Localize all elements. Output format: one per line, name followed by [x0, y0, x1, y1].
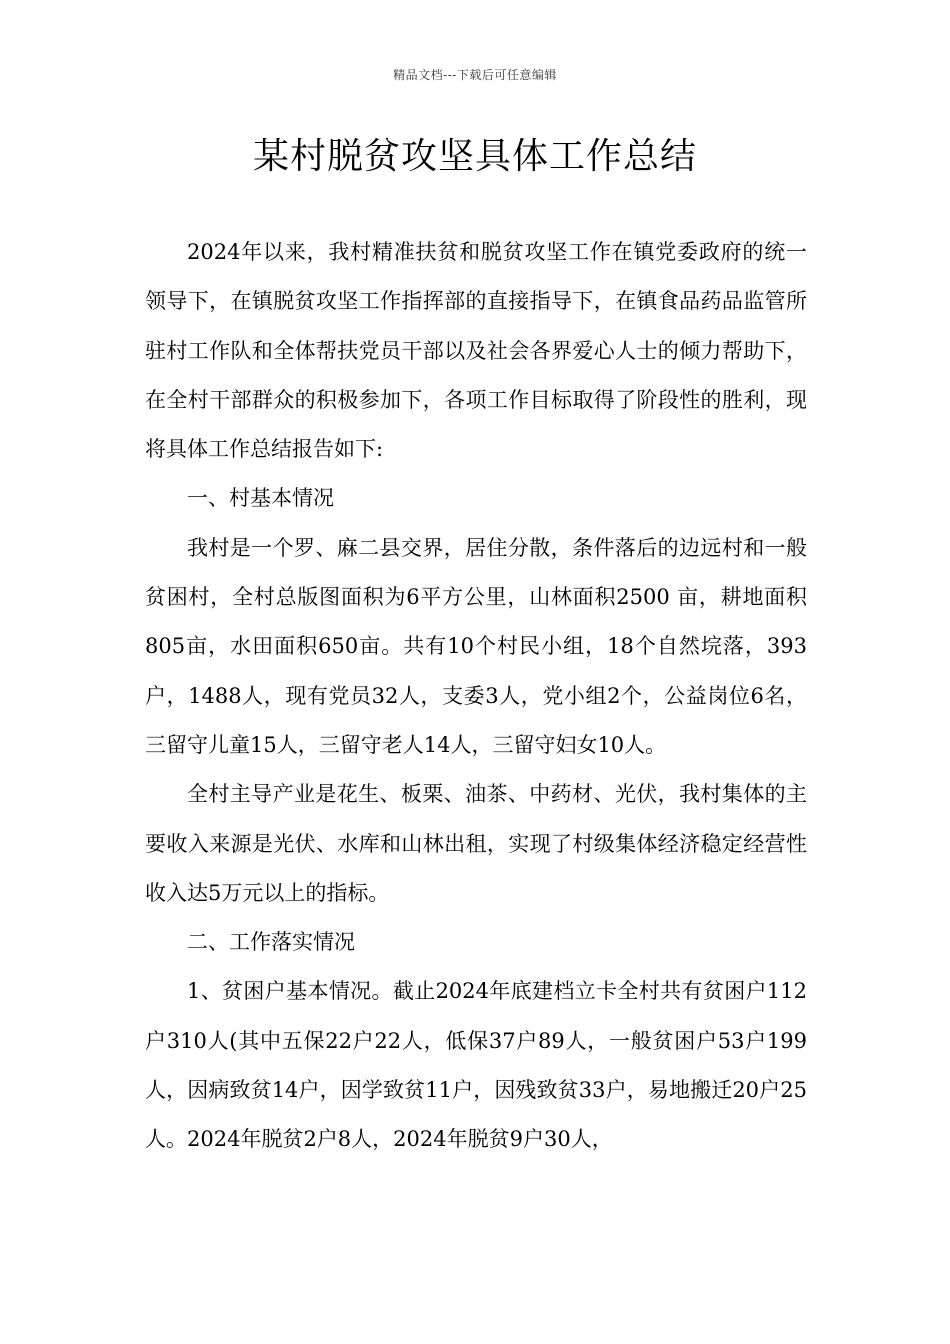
document-body	[145, 228, 807, 1165]
paragraph-industry: 全村主导产业是花生、板栗、油茶、中药材、光伏，我村集体的主要收入来源是光伏、水库和山林出租，实现了村级集体经济稳定经营性收入达5万元以上的指标。	[145, 782, 807, 905]
paragraph-intro: 2024年以来，我村精准扶贫和脱贫攻坚工作在镇党委政府的统一领导下，在镇脱贫攻坚工作指挥部的直接指导下，在镇食品药品监管所驻村工作队和全体帮扶党员干部以及社会各界爱心人士的倾力帮助下，在全村干部群众的积极参加下，各项工作目标取得了阶段性的胜利，现将具体工作总结报告如下:	[145, 240, 807, 462]
paragraph-village-info: 我村是一个罗、麻二县交界，居住分散，条件落后的边远村和一般贫困村，全村总版图面积为6平方公里，山林面积2500 亩，耕地面积805亩，水田面积650亩。共有10个村民小组，18个自然垸落，393户，1488人，现有党员32人，支委3人，党小组2个，公益岗位6名，三留守儿童15人，三留守老人14人，三留守妇女10人。	[145, 535, 807, 757]
header-note: 精品文档---下载后可任意编辑	[393, 68, 557, 82]
paragraph-poor-households: 1、贫困户基本情况。截止2024年底建档立卡全村共有贫困户112户310人(其中五保22户22人，低保37户89人，一般贫困户53户199人，因病致贫14户，因学致贫11户，因残致贫33户，易地搬迁20户25人。2024年脱贫2户8人，2024年脱贫9户30人，	[145, 979, 807, 1152]
section-heading-2: 二、工作落实情况	[187, 930, 355, 955]
section-heading-1: 一、村基本情况	[187, 486, 334, 511]
page-title: 某村脱贫攻坚具体工作总结	[252, 136, 697, 177]
